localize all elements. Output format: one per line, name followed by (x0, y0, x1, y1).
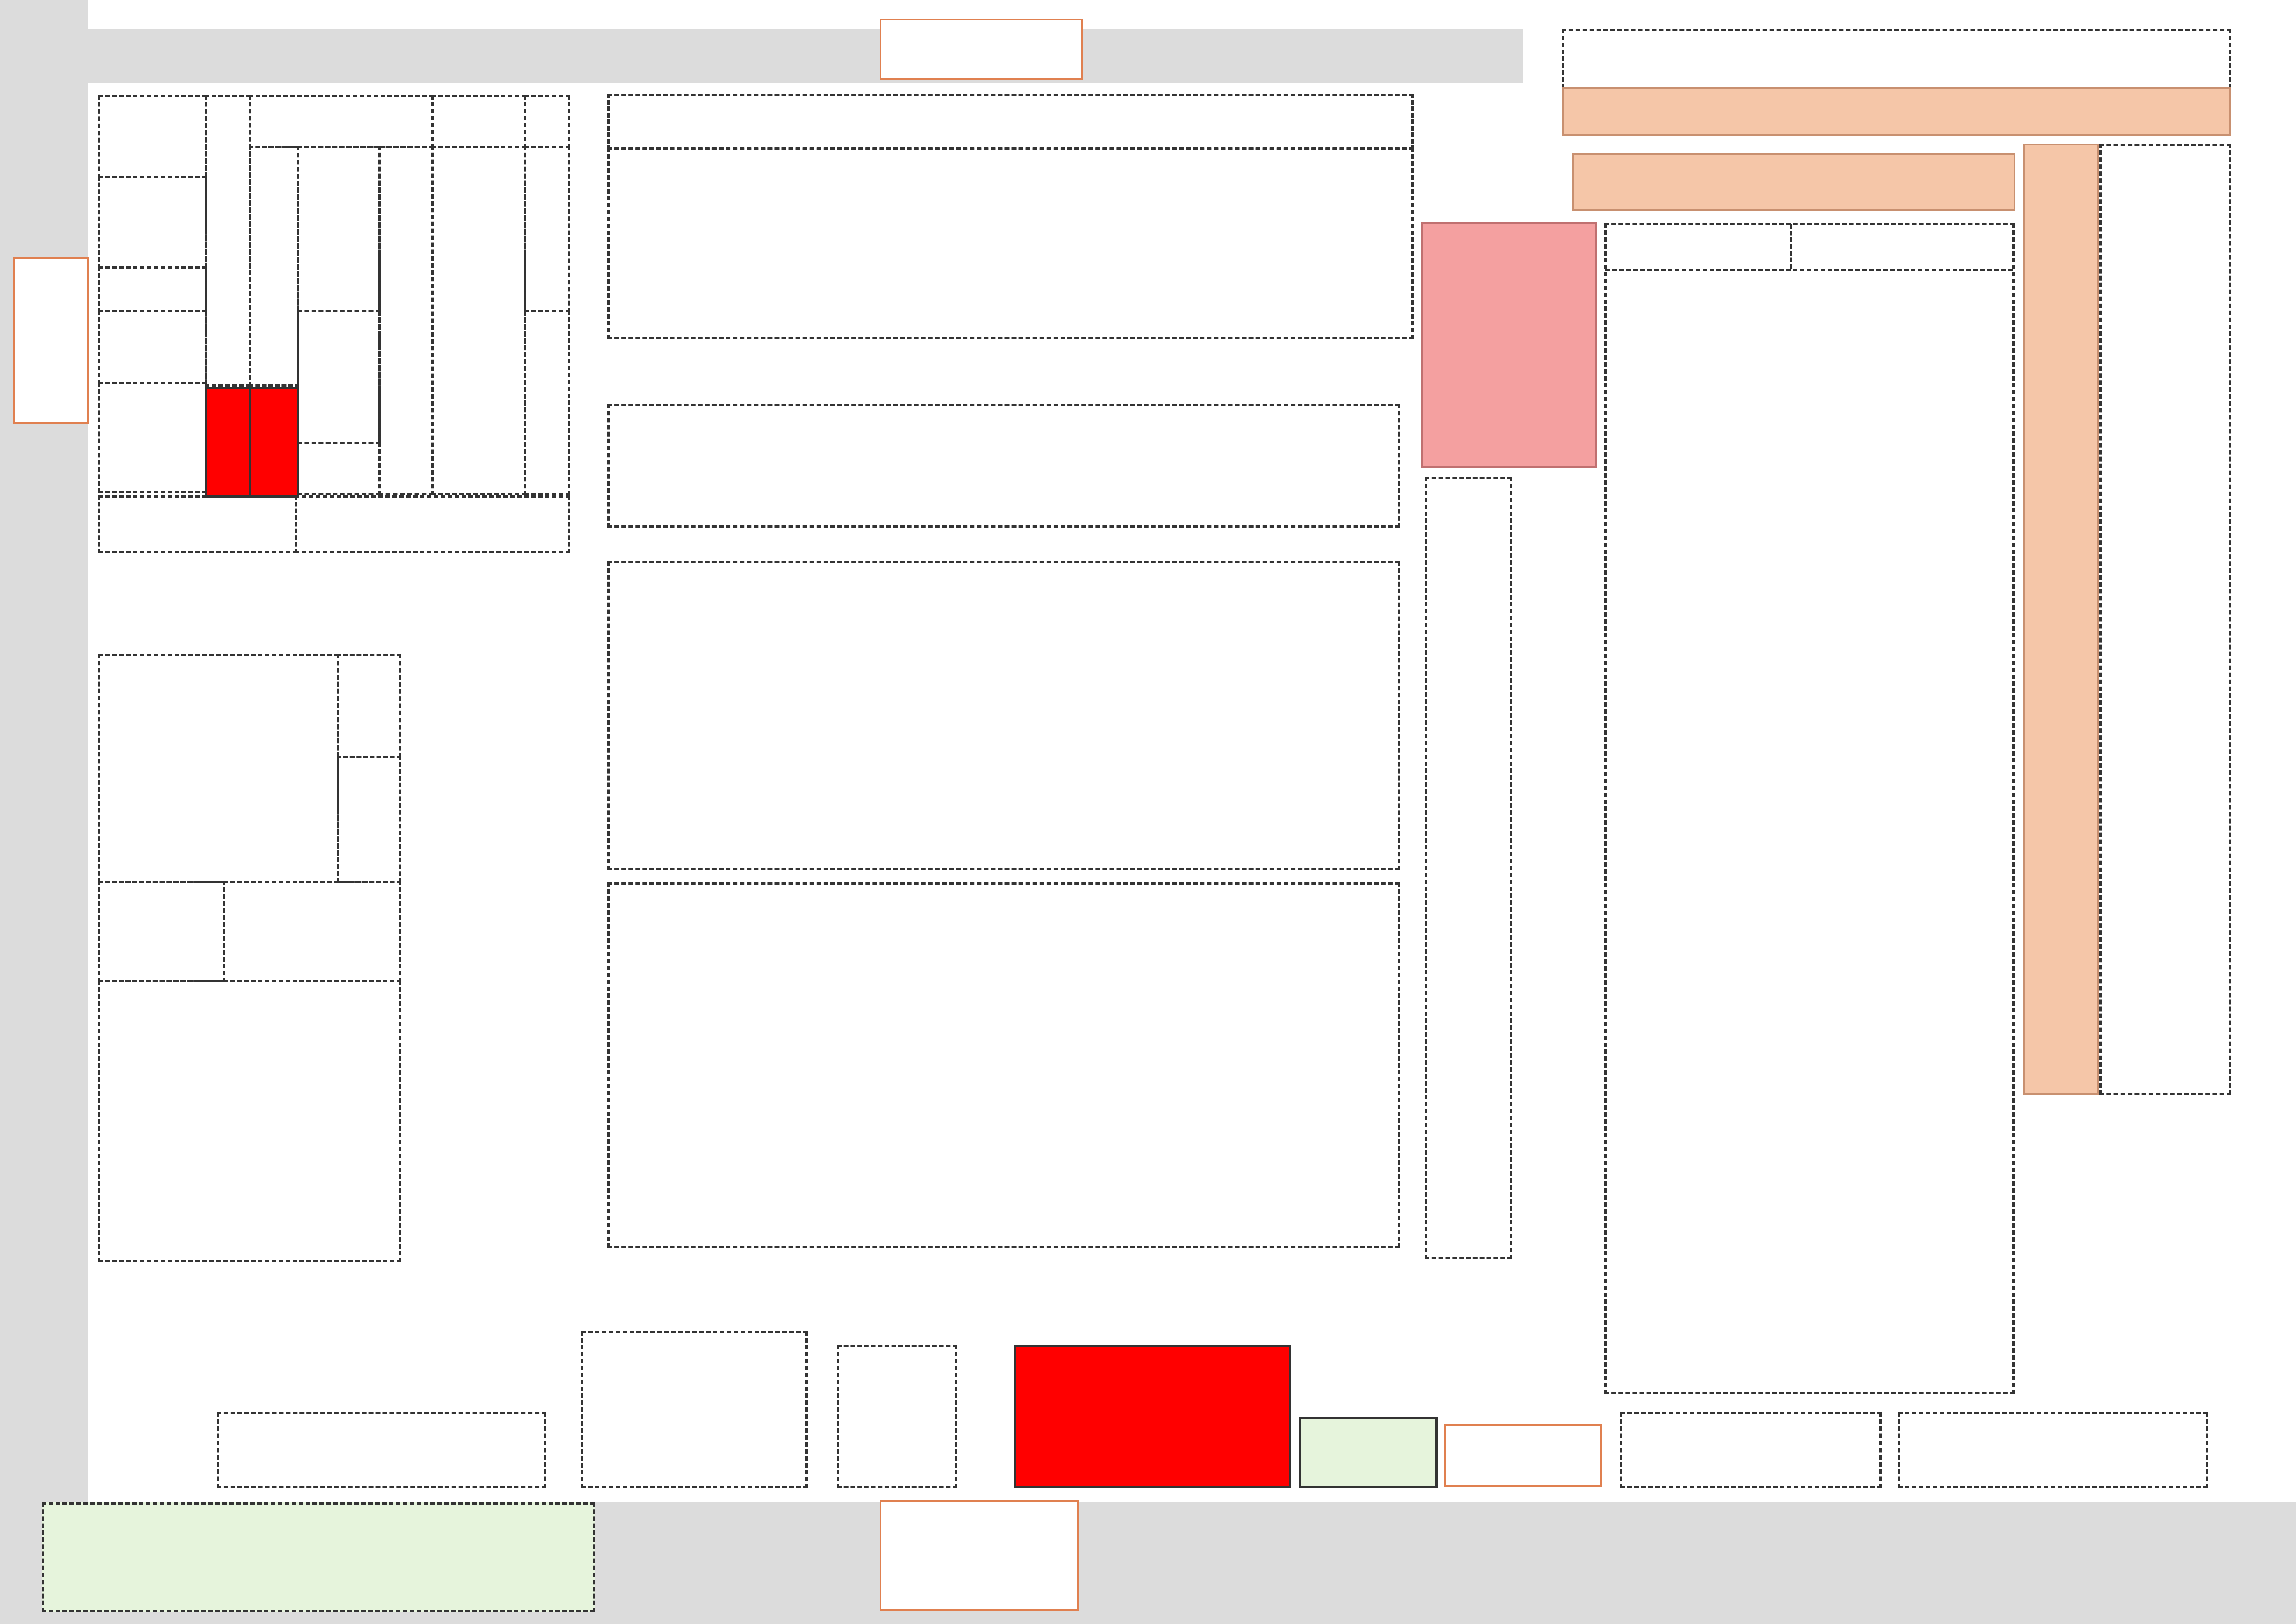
food-truck-area (1421, 222, 1597, 468)
blocked-youer-room (249, 387, 299, 498)
youer-room-a (98, 382, 207, 493)
title-box (607, 404, 1400, 528)
table-frame (1604, 223, 2015, 1394)
video-room (297, 146, 381, 312)
qunying-groups-area (607, 147, 1414, 339)
qunying-hall (607, 94, 1414, 150)
lixue-corridor-d (295, 495, 570, 553)
longshan-corridor (337, 756, 401, 883)
changjinglu-room (98, 310, 207, 384)
longshan-youer-room (98, 654, 339, 883)
yingxi-corridor (2023, 144, 2099, 1095)
nature-room (431, 146, 526, 495)
front-gate (1444, 1424, 1602, 1487)
lixue-mid-top (249, 95, 434, 148)
left-road-label (14, 588, 74, 884)
pingguozi-room (98, 495, 297, 553)
credits-box (42, 1502, 595, 1612)
vehicle-exit (880, 1500, 1079, 1611)
pavilion (837, 1345, 957, 1488)
guard-room (98, 176, 207, 269)
blocked-corridor (205, 387, 251, 498)
recycle-area (217, 1412, 546, 1488)
jiechu-room (524, 310, 570, 495)
story-pavilion (1620, 1412, 1882, 1488)
yingxi-rooms-frame (2099, 144, 2231, 1095)
enpei-room (337, 654, 401, 758)
playground-gathering (1528, 565, 1597, 1167)
school-walkway (1425, 477, 1512, 1259)
back-gate (880, 19, 1083, 80)
yuguang-room-b (431, 95, 526, 148)
caution-notice (607, 882, 1400, 1248)
back-side-gate (13, 257, 89, 424)
table-header (1605, 224, 2013, 271)
playground-equipment (1898, 1412, 2208, 1488)
yuguang-room-a (249, 146, 299, 387)
transport-notice (607, 561, 1400, 870)
admin-building (1562, 29, 2231, 89)
jiadelin-room (223, 881, 401, 982)
lixue-corridor-a (98, 266, 207, 312)
zhufeng-building (1572, 153, 2015, 211)
kitchen-room (98, 95, 207, 178)
basketball-court (581, 1331, 808, 1488)
front-guard-room (1299, 1417, 1438, 1488)
toy-room (98, 881, 225, 982)
admin-corridor (1562, 87, 2231, 136)
yuguang-room-c (524, 146, 570, 312)
lixue-right-top (524, 95, 570, 148)
parking-lot (1014, 1345, 1292, 1488)
courtyard (378, 146, 434, 495)
youer-room-b (297, 310, 381, 444)
rain-room (98, 980, 401, 1262)
top-road (88, 29, 1523, 83)
lixue-corridor-b (205, 95, 251, 387)
stairs-room (297, 442, 381, 495)
